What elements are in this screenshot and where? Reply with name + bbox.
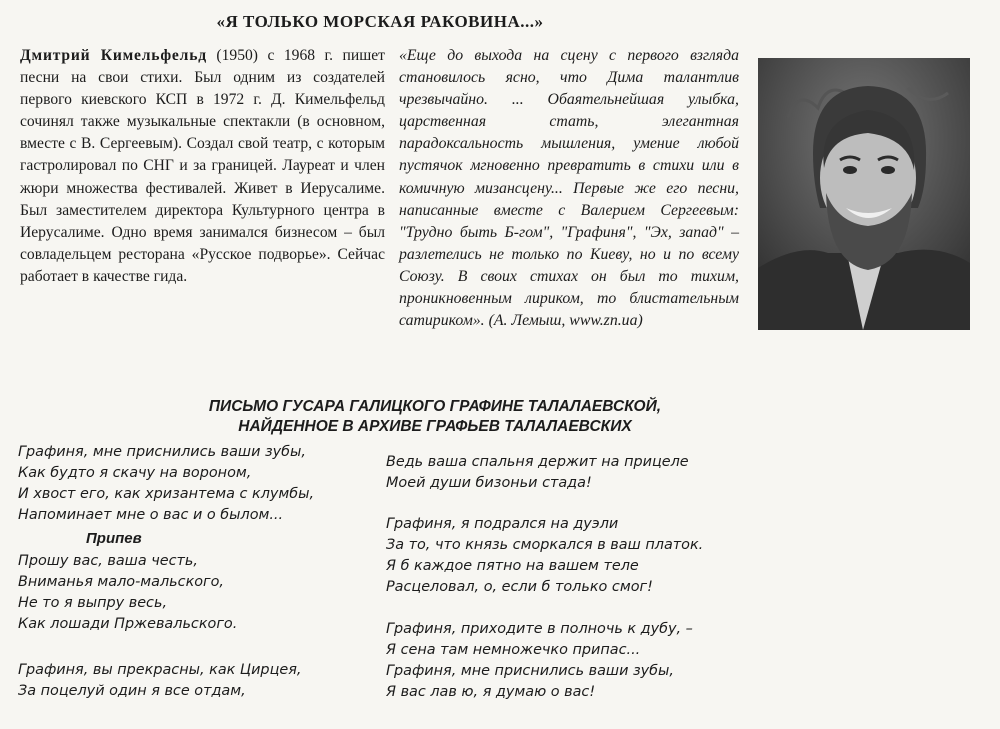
verse-line: Графиня, мне приснились ваши зубы, [386, 663, 674, 679]
verse-line: Ведь ваша спальня держит на прицеле [386, 454, 689, 470]
verse-line: Я сена там немножечко припас... [386, 642, 641, 658]
biography-body: (1950) с 1968 г. пишет песни на свои стихи. Был одним из создателей первого киевского КСП в 1972 г. Д. Кимельфельд сочинял также музыкальные спектакли (в основном, вместе с В. Сергеевым). Создал свой театр, с которым гастролировал по СНГ и за границей. Лауреат и член жюри множества фестивалей. Живет в Иерусалиме. Был заместителем директора Культурного центра в Иерусалиме. Одно время занимался бизнесом – был совладельцем ресторана «Русское подворье». Сейчас работает в качестве гида. [20, 47, 385, 285]
author-name: Дмитрий Кимельфельд [20, 47, 207, 64]
right-verse-1 [386, 452, 689, 494]
biography-text [20, 45, 385, 288]
verse-line: Графиня, я подрался на дуэли [386, 516, 619, 532]
chorus-line: Прошу вас, ваша честь, [18, 553, 198, 569]
verse-line: Расцеловал, о, если б только смог! [386, 579, 653, 595]
left-verse-2 [18, 660, 301, 702]
verse-line: За то, что князь сморкался в ваш платок. [386, 537, 704, 553]
chorus-line: Вниманья мало-мальского, [18, 574, 225, 590]
chorus-label: Припев [86, 530, 142, 547]
right-verse-3 [386, 619, 693, 703]
verse-line: Графиня, мне приснились ваши зубы, [18, 444, 306, 460]
song-title-line1: ПИСЬМО ГУСАРА ГАЛИЦКОГО ГРАФИНЕ ТАЛАЛАЕВСКОЙ, [208, 398, 662, 415]
song-title-line2: НАЙДЕННОЕ В АРХИВЕ ГРАФЬЕВ ТАЛАЛАЕВСКИХ [238, 418, 632, 435]
verse-line: Я б каждое пятно на вашем теле [386, 558, 639, 574]
verse-line: Графиня, вы прекрасны, как Цирцея, [18, 662, 302, 678]
verse-line: Напоминает мне о вас и о былом... [18, 507, 284, 523]
chorus-line: Не то я выпру весь, [18, 595, 168, 611]
left-verse-1 [18, 442, 314, 526]
article-title: «Я ТОЛЬКО МОРСКАЯ РАКОВИНА...» [216, 12, 544, 31]
quote-text: «Еще до выхода на сцену с первого взгляда становилось ясно, что Дима талантлив чрезвычайно. ... Обаятельнейшая улыбка, царственная стать, элегантная парадоксальность мышления, умение любой пустячок мгновенно превратить в стихи или в комичную мизансцену... Первые же его песни, написанные вместе с Валерием Сергеевым: "Трудно быть Б-гом", "Графиня", "Эх, запад" – разлетелись не только по Киеву, но и по всему Союзу. В своих стихах он был то тихим, проникновенным лириком, то блистательным сатириком». (А. Лемыш, www.zn.ua) [399, 47, 739, 330]
verse-line: Моей души бизоньи стада! [386, 475, 592, 491]
chorus [18, 551, 237, 635]
chorus-line: Как лошади Пржевальского. [18, 616, 238, 632]
author-photo [758, 58, 970, 330]
portrait-image [758, 58, 970, 330]
verse-line: И хвост его, как хризантема с клумбы, [18, 486, 315, 502]
verse-line: Я вас лав ю, я думаю о вас! [386, 684, 596, 700]
verse-line: За поцелуй один я все отдам, [18, 683, 246, 699]
verse-line: Графиня, приходите в полночь к дубу, – [386, 621, 693, 637]
right-verse-2 [386, 514, 703, 598]
song-title [150, 397, 720, 437]
verse-line: Как будто я скачу на вороном, [18, 465, 252, 481]
